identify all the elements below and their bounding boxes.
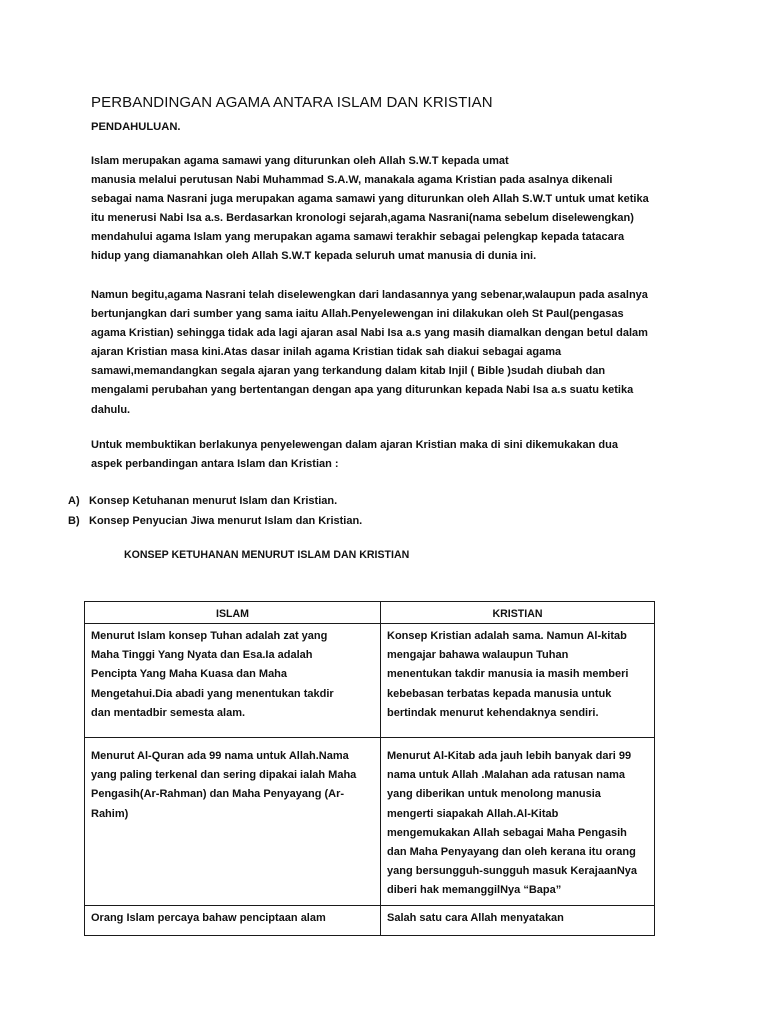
table-cell-kristian	[381, 738, 655, 906]
list-marker: A)	[68, 495, 80, 507]
paragraph-intro	[91, 152, 691, 267]
cell-line: nama untuk Allah .Malahan ada ratusan nama	[387, 769, 625, 782]
table-cell-islam	[85, 738, 381, 906]
section-subtitle: PENDAHULUAN.	[91, 121, 181, 133]
paragraph-line: Islam merupakan agama samawi yang diturunkan oleh Allah S.W.T kepada umat	[91, 155, 509, 167]
cell-line: yang bersungguh-sungguh masuk KerajaanNya	[387, 865, 637, 878]
paragraph-line: ajaran Kristian masa kini.Atas dasar inilah agama Kristian tidak sah diakui sebagai agama	[91, 346, 562, 359]
cell-line: Mengetahui.Dia abadi yang menentukan takdir	[91, 687, 334, 700]
table-row	[85, 624, 655, 738]
table-row	[85, 906, 655, 936]
paragraph-line: itu menerusi Nabi Isa a.s. Berdasarkan kronologi sejarah,agama Nasrani(nama sebelum diselewengkan)	[91, 212, 634, 225]
column-header-kristian: KRISTIAN	[381, 602, 655, 624]
paragraph-line: sebagai nama Nasrani juga merupakan agama samawi yang diturunkan oleh Allah S.W.T untuk umat ketika	[91, 193, 649, 206]
paragraph-line: samawi,memandangkan segala ajaran yang terkandung dalam kitab Injil ( Bible )sudah diubah dan	[91, 365, 606, 378]
comparison-table	[84, 601, 655, 936]
paragraph-line: Untuk membuktikan berlakunya penyelewengan dalam ajaran Kristian maka di sini dikemukakan dua	[91, 439, 618, 451]
cell-line: Pengasih(Ar-Rahman) dan Maha Penyayang (Ar-	[91, 788, 345, 801]
cell-line: mengajar bahawa walaupun Tuhan	[387, 649, 569, 662]
table-cell-kristian	[381, 624, 655, 738]
cell-line: Menurut Al-Quran ada 99 nama untuk Allah.Nama	[91, 750, 349, 762]
cell-line: Menurut Islam konsep Tuhan adalah zat yang	[91, 630, 328, 642]
list-item	[68, 511, 362, 531]
cell-line: Konsep Kristian adalah sama. Namun Al-kitab	[387, 630, 627, 642]
paragraph-aspects	[91, 436, 691, 474]
table-cell-kristian	[381, 906, 655, 936]
cell-line: Menurut Al-Kitab ada jauh lebih banyak dari 99	[387, 750, 632, 762]
cell-line: yang diberikan untuk menolong manusia	[387, 788, 601, 801]
cell-line: mengemukakan Allah sebagai Maha Pengasih	[387, 826, 627, 839]
cell-line: Orang Islam percaya bahaw penciptaan alam	[91, 912, 326, 924]
paragraph-line: aspek perbandingan antara Islam dan Kristian :	[91, 458, 339, 471]
document-title: PERBANDINGAN AGAMA ANTARA ISLAM DAN KRISTIAN	[91, 94, 493, 111]
cell-line: Salah satu cara Allah menyatakan	[387, 912, 564, 924]
paragraph-line: mendahului agama Islam yang merupakan agama samawi terakhir sebagai pelengkap kepada tatacara	[91, 231, 625, 244]
aspect-list	[68, 491, 362, 531]
list-item-text: Konsep Penyucian Jiwa menurut Islam dan Kristian.	[89, 515, 363, 527]
cell-line: kebebasan terbatas kepada manusia untuk	[387, 687, 612, 700]
paragraph-line: agama Kristian) sehingga tidak ada lagi ajaran asal Nabi Isa a.s yang masih diamalkan dengan betul dalam	[91, 327, 648, 340]
cell-line: Rahim)	[91, 807, 129, 820]
paragraph-deviation	[91, 286, 691, 420]
paragraph-line: bertunjangkan dari sumber yang sama iaitu Allah.Penyelewengan ini dilakukan oleh St Paul(pengasas	[91, 308, 624, 321]
table-row	[85, 738, 655, 906]
cell-line: Maha Tinggi Yang Nyata dan Esa.Ia adalah	[91, 649, 313, 662]
table-cell-islam	[85, 624, 381, 738]
paragraph-line: Namun begitu,agama Nasrani telah diselewengkan dari landasannya yang sebenar,walaupun pada asalnya	[91, 289, 648, 301]
cell-line: dan mentadbir semesta alam.	[91, 706, 246, 719]
paragraph-line: mengalami perubahan yang bertentangan dengan apa yang diturunkan kepada Nabi Isa a.s suatu ketika	[91, 384, 634, 397]
table-cell-islam	[85, 906, 381, 936]
cell-line: dan Maha Penyayang dan oleh kerana itu orang	[387, 846, 636, 859]
table-header-row	[85, 602, 655, 624]
list-marker: B)	[68, 515, 80, 527]
cell-line: diberi hak memanggilNya “Bapa”	[387, 884, 562, 897]
section-heading: KONSEP KETUHANAN MENURUT ISLAM DAN KRISTIAN	[124, 549, 410, 561]
column-header-islam: ISLAM	[85, 602, 381, 624]
paragraph-line: dahulu.	[91, 403, 131, 416]
paragraph-line: hidup yang diamanahkan oleh Allah S.W.T kepada seluruh umat manusia di dunia ini.	[91, 250, 537, 263]
cell-line: mengerti siapakah Allah.Al-Kitab	[387, 807, 559, 820]
list-item-text: Konsep Ketuhanan menurut Islam dan Kristian.	[89, 495, 338, 507]
cell-line: Pencipta Yang Maha Kuasa dan Maha	[91, 668, 288, 681]
list-item	[68, 491, 362, 511]
cell-line: bertindak menurut kehendaknya sendiri.	[387, 706, 599, 719]
paragraph-line: manusia melalui perutusan Nabi Muhammad S.A.W, manakala agama Kristian pada asalnya dikenali	[91, 174, 613, 187]
cell-line: yang paling terkenal dan sering dipakai ialah Maha	[91, 769, 357, 782]
cell-line: menentukan takdir manusia ia masih memberi	[387, 668, 629, 681]
